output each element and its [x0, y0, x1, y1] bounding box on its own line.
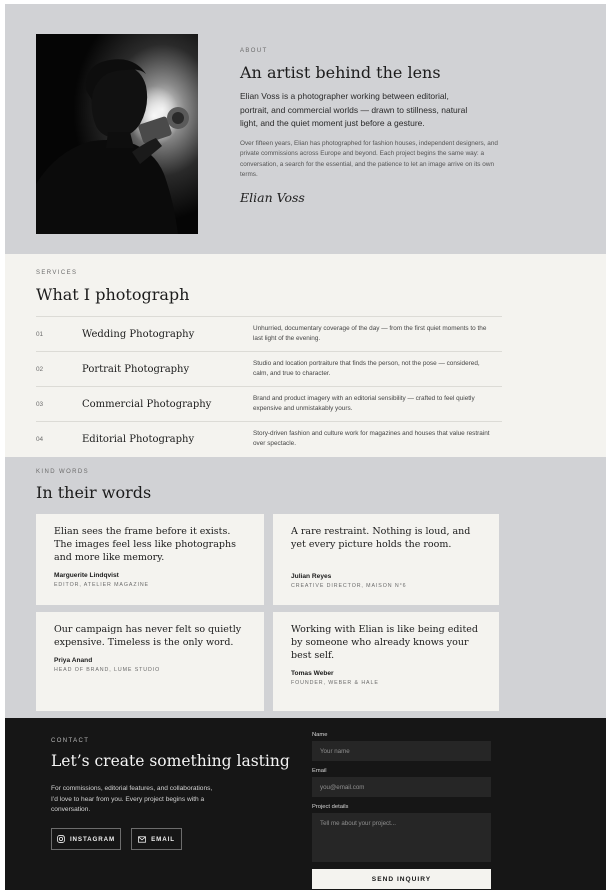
- service-name: Wedding Photography: [82, 328, 195, 340]
- contact-section: [5, 718, 606, 890]
- service-name: Editorial Photography: [82, 433, 195, 445]
- testimonial-author: Tomas Weber: [291, 670, 334, 677]
- service-number: 01: [36, 330, 44, 338]
- photographer-silhouette: [36, 34, 198, 234]
- about-body: Over fifteen years, Elian has photographed for fashion houses, independent designers, and private commissions across Europe and beyond. Each project begins the same way: a conversation, a search for the essential, and the patience to let an image arrive on its own terms.: [240, 139, 498, 179]
- service-row-portrait: [36, 351, 502, 386]
- testimonial-quote: A rare restraint. Nothing is loud, and yet every picture holds the room.: [291, 526, 471, 550]
- about-section: [5, 4, 606, 254]
- instagram-icon: [57, 835, 65, 843]
- name-input[interactable]: [312, 741, 491, 761]
- service-name: Portrait Photography: [82, 363, 190, 375]
- testimonial-role: CREATIVE DIRECTOR, MAISON N°6: [291, 583, 407, 589]
- testimonial-card: [36, 612, 264, 711]
- testimonial-quote: Elian sees the frame before it exists. The images feel less like photographs and more like memory.: [54, 526, 236, 563]
- service-number: 04: [36, 435, 44, 443]
- email-input[interactable]: [312, 777, 491, 797]
- email-field-label: Email: [312, 768, 327, 774]
- email-button[interactable]: [131, 828, 182, 850]
- service-row-commercial: [36, 386, 502, 421]
- testimonial-author: Marguerite Lindqvist: [54, 572, 119, 579]
- contact-body: For commissions, editorial features, and collaborations, I’d love to hear from you. Every project begins with a conversation.: [51, 785, 213, 814]
- service-number: 03: [36, 400, 44, 408]
- service-description: Studio and location portraiture that finds the person, not the pose — considered, calm, and true to character.: [253, 360, 480, 377]
- testimonial-role: EDITOR, ATELIER MAGAZINE: [54, 582, 149, 588]
- details-label: Project details: [312, 804, 349, 810]
- service-description: Brand and product imagery with an editorial sensibility — crafted to feel quietly expensive and unmistakably yours.: [253, 395, 475, 412]
- testimonials-eyebrow: KIND WORDS: [36, 469, 89, 475]
- about-title: An artist behind the lens: [240, 63, 441, 82]
- service-row-editorial: [36, 421, 502, 456]
- signature: Elian Voss: [240, 189, 305, 205]
- send-inquiry-button[interactable]: SEND INQUIRY: [312, 869, 491, 889]
- project-details-textarea[interactable]: [312, 813, 491, 862]
- contact-eyebrow: CONTACT: [51, 738, 90, 744]
- contact-title: Let’s create something lasting: [51, 752, 290, 770]
- testimonials-grid: [36, 514, 500, 711]
- mail-icon: [138, 836, 146, 843]
- service-row-wedding: [36, 316, 502, 351]
- testimonial-quote: Working with Elian is like being edited by someone who already knows your best self.: [291, 624, 478, 661]
- testimonial-author: Julian Reyes: [291, 573, 332, 580]
- testimonial-card: [273, 612, 499, 711]
- services-title: What I photograph: [36, 285, 190, 304]
- instagram-button[interactable]: [51, 828, 121, 850]
- service-description: Story-driven fashion and culture work for magazines and houses that value restraint over spectacle.: [253, 430, 490, 447]
- testimonial-author: Priya Anand: [54, 657, 93, 664]
- photographer-portrait-image: [36, 34, 198, 234]
- about-text-block: [240, 48, 510, 205]
- page: [5, 4, 606, 890]
- testimonials-title: In their words: [36, 483, 152, 502]
- testimonial-card: [273, 514, 499, 605]
- service-name: Commercial Photography: [82, 398, 212, 410]
- services-list: [36, 316, 502, 456]
- service-number: 02: [36, 365, 44, 373]
- service-description: Unhurried, documentary coverage of the day — from the first quiet moments to the last light of the evening.: [253, 325, 487, 342]
- instagram-label: INSTAGRAM: [69, 835, 116, 843]
- testimonial-role: HEAD OF BRAND, LUME STUDIO: [54, 667, 161, 673]
- email-label: EMAIL: [151, 835, 175, 843]
- testimonial-quote: Our campaign has never felt so quietly expensive. Timeless is the only word.: [54, 624, 242, 648]
- about-eyebrow: ABOUT: [240, 48, 268, 54]
- name-label: Name: [312, 732, 328, 738]
- testimonials-section: [5, 457, 606, 718]
- about-lead: Elian Voss is a photographer working between editorial, portrait, and commercial worlds — drawn to stillness, natural light, and the quiet moment just before a gesture.: [240, 91, 468, 129]
- testimonial-role: FOUNDER, WEBER & HALE: [291, 680, 379, 686]
- inquiry-form: [312, 732, 491, 889]
- services-section: [5, 254, 606, 457]
- services-eyebrow: SERVICES: [36, 270, 78, 276]
- testimonial-card: [36, 514, 264, 605]
